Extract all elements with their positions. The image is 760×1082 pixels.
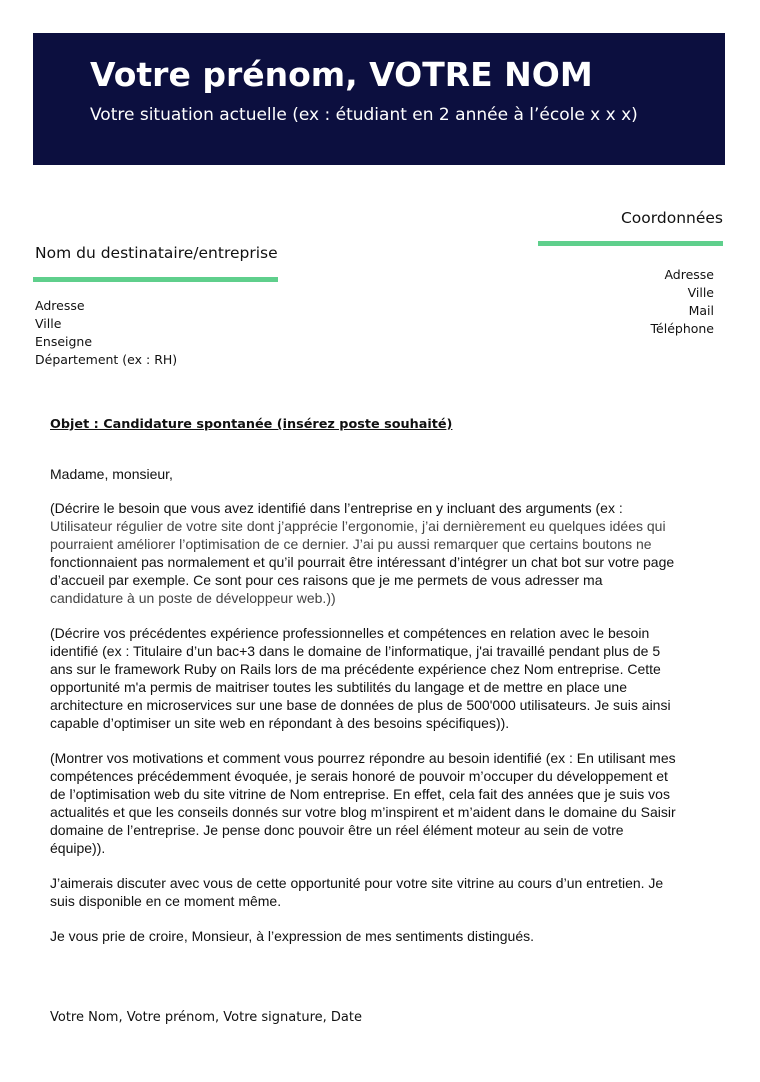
paragraph-line: candidature à un poste de développeur web.))	[50, 590, 336, 606]
sender-situation: Votre situation actuelle (ex : étudiant en 2 année à l’école x x x)	[90, 105, 638, 125]
letter-greeting: Madame, monsieur,	[50, 466, 173, 482]
paragraph-line: d’accueil par exemple. Ce sont pour ces raisons que je me permets de vous adresser ma	[50, 572, 603, 588]
paragraph-line: domaine de l’entreprise. Je pense donc pouvoir être un réel élément moteur au sein de votre	[50, 822, 624, 838]
paragraph-line: pourraient améliorer l’optimisation de ce dernier. J’ai pu aussi remarquer que certains boutons ne	[50, 536, 652, 552]
paragraph-line: identifié (ex : Titulaire d’un bac+3 dans le domaine de l’informatique, j'ai travaillé pendant plus de 5	[50, 643, 661, 659]
contact-city: Ville	[687, 285, 714, 300]
paragraph-line: actualités et que les conseils donnés sur votre blog m’inspirent et m’aident dans le domaine du Saisir	[50, 804, 676, 820]
paragraph-line: (Décrire vos précédentes expérience professionnelles et compétences en relation avec le besoin	[50, 625, 650, 641]
paragraph-line: suis disponible en ce moment même.	[50, 893, 282, 909]
contact-details-list	[651, 266, 714, 338]
paragraph-line: compétences précédemment évoquée, je serais honoré de pouvoir m’occuper du développement et	[50, 768, 668, 784]
letter-signature: Votre Nom, Votre prénom, Votre signature, Date	[50, 1010, 362, 1025]
paragraph-line: Utilisateur régulier de votre site dont j’apprécie l’ergonomie, j’ai dernièrement eu quelques idées qui	[50, 518, 666, 534]
paragraph-line: de l’optimisation web du site vitrine de Nom entreprise. En effet, cela fait des années que je suis vos	[50, 786, 670, 802]
paragraph-interview	[50, 874, 740, 910]
recipient-divider	[33, 277, 278, 282]
recipient-address: Adresse	[35, 298, 85, 313]
paragraph-experience	[50, 624, 740, 732]
letter-closing: Je vous prie de croire, Monsieur, à l’expression de mes sentiments distingués.	[50, 928, 535, 944]
paragraph-motivation	[50, 749, 740, 857]
paragraph-line: capable d’optimiser un site web en répondant à des besoins spécifiques)).	[50, 715, 510, 731]
recipient-city: Ville	[35, 316, 62, 331]
contact-phone: Téléphone	[650, 321, 714, 336]
recipient-title: Nom du destinataire/entreprise	[35, 244, 278, 262]
paragraph-line: (Montrer vos motivations et comment vous pourrez répondre au besoin identifié (ex : En utilisant mes	[50, 750, 676, 766]
paragraph-line: (Décrire le besoin que vous avez identifié dans l’entreprise en y incluant des arguments (ex :	[50, 500, 623, 516]
contact-mail: Mail	[688, 303, 714, 318]
paragraph-need	[50, 499, 740, 607]
sender-name: Votre prénom, VOTRE NOM	[90, 55, 593, 94]
paragraph-line: ans sur le framework Ruby on Rails lors de ma précédente expérience chez Nom entreprise. Cette	[50, 661, 661, 677]
letter-body	[50, 465, 740, 945]
recipient-department: Département (ex : RH)	[35, 352, 178, 367]
contact-address: Adresse	[664, 267, 714, 282]
recipient-brand: Enseigne	[35, 334, 93, 349]
paragraph-line: opportunité m'a permis de maitriser toutes les subtilités du langage et de mettre en place une	[50, 679, 627, 695]
header-banner	[33, 33, 725, 165]
recipient-details-list	[35, 297, 177, 369]
paragraph-line: équipe)).	[50, 840, 106, 856]
paragraph-line: architecture en microservices sur une base de données de plus de 500'000 utilisateurs. Je suis ainsi	[50, 697, 671, 713]
contact-details-title: Coordonnées	[620, 209, 723, 227]
paragraph-line: J’aimerais discuter avec vous de cette opportunité pour votre site vitrine au cours d’un entretien. Je	[50, 875, 664, 891]
paragraph-line: fonctionnaient pas normalement et qu’il pourrait être intéressant d’intégrer un chat bot sur votre page	[50, 554, 675, 570]
contact-details-divider	[538, 241, 723, 246]
letter-subject: Objet : Candidature spontanée (insérez poste souhaité)	[50, 417, 453, 432]
